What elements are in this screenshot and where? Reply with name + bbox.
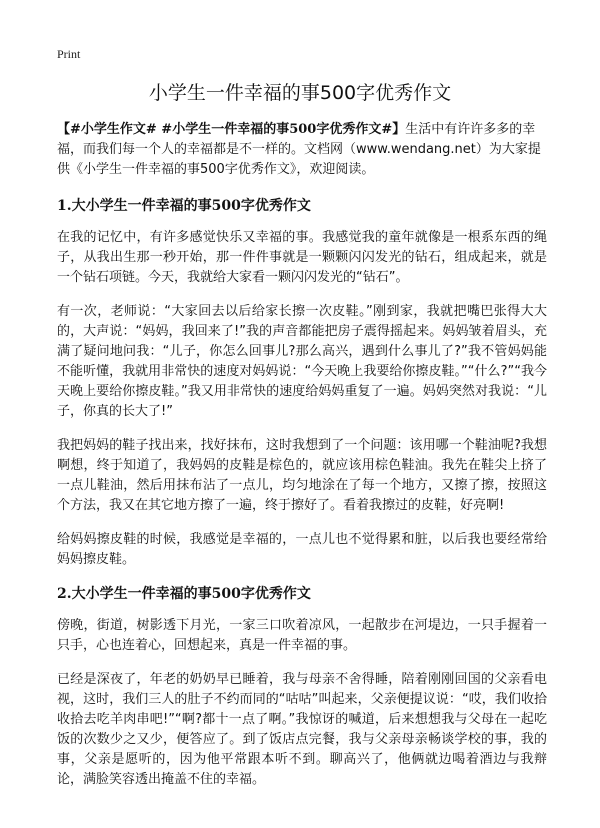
section-2-heading: 2.大小学生一件幸福的事500字优秀作文 <box>57 586 311 602</box>
page-title: 小学生一件幸福的事500字优秀作文 <box>148 82 452 104</box>
section-1-heading: 1.大小学生一件幸福的事500字优秀作文 <box>57 198 311 214</box>
section-2-paragraph: 傍晚，街道，树影透下月光，一家三口吹着凉风，一起散步在河堤边，一只手握着一只手，心也连着心，回想起来，真是一件幸福的事。 <box>57 618 547 653</box>
article-body <box>57 120 547 804</box>
intro-paragraph <box>57 120 547 180</box>
intro-text: 生活中有许许多多的幸福，而我们每一个人的幸福都是不一样的。文档网（www.wendang.net）为大家提供《小学生一件幸福的事500字优秀作文》，欢迎阅读。 <box>57 122 541 177</box>
section-2-paragraph: 已经是深夜了，年老的奶奶早已睡着，我与母亲不舍得睡，陪着刚刚回国的父亲看电视，这时，我们三人的肚子不约而同的“咕咕”叫起来，父亲便提议说：“哎，我们收拾收拾去吃羊肉串吧!”“啊?都十一点了啊。”我惊讶的喊道，后来想想我与父母在一起吃饭的次数少之又少，便答应了。到了饭店点完餐，我与父亲母亲畅谈学校的事，我的事，父亲是愿听的，因为他平常跟本听不到。聊高兴了，他俩就边喝着酒边与我辩论，满脸笑容透出掩盖不住的幸福。 <box>57 672 547 787</box>
intro-tags: 【#小学生作文# #小学生一件幸福的事500字优秀作文#】 <box>57 122 406 137</box>
section-1-paragraph: 有一次，老师说：“大家回去以后给家长擦一次皮鞋。”刚到家，我就把嘴巴张得大大的，大声说：“妈妈，我回来了!”我的声音都能把房子震得摇起来。妈妈皱着眉头，充满了疑问地问我：“儿子，你怎么回事儿?那么高兴，遇到什么事儿了?”我不管妈妈能不能听懂，我就用非常快的速度对妈妈说：“今天晚上我要给你擦皮鞋。”“什么?”“我今天晚上要给你擦皮鞋。”我又用非常快的速度给妈妈重复了一遍。妈妈突然对我说：“儿子，你真的长大了!” <box>57 304 547 419</box>
print-label: Print <box>57 47 81 61</box>
section-1-paragraph: 我把妈妈的鞋子找出来，找好抹布，这时我想到了一个问题：该用哪一个鞋油呢?我想啊想，终于知道了，我妈妈的皮鞋是棕色的，就应该用棕色鞋油。我先在鞋尖上挤了一点儿鞋油，然后用抹布沾了一点儿，均匀地涂在了每一个地方，又擦了擦，按照这个方法，我又在其它地方擦了一遍，终于擦好了。看着我擦过的皮鞋，好亮啊! <box>57 438 547 513</box>
section-1-paragraph: 在我的记忆中，有许多感觉快乐又幸福的事。我感觉我的童年就像是一根系东西的绳子，从我出生那一秒开始，那一件件事就是一颗颗闪闪发光的钻石，组成起来，就是一个钻石项链。今天，我就给大家看一颗闪闪发光的“钻石”。 <box>57 230 547 285</box>
section-1-paragraph: 给妈妈擦皮鞋的时候，我感觉是幸福的，一点儿也不觉得累和脏，以后我也要经常给妈妈擦皮鞋。 <box>57 532 547 567</box>
